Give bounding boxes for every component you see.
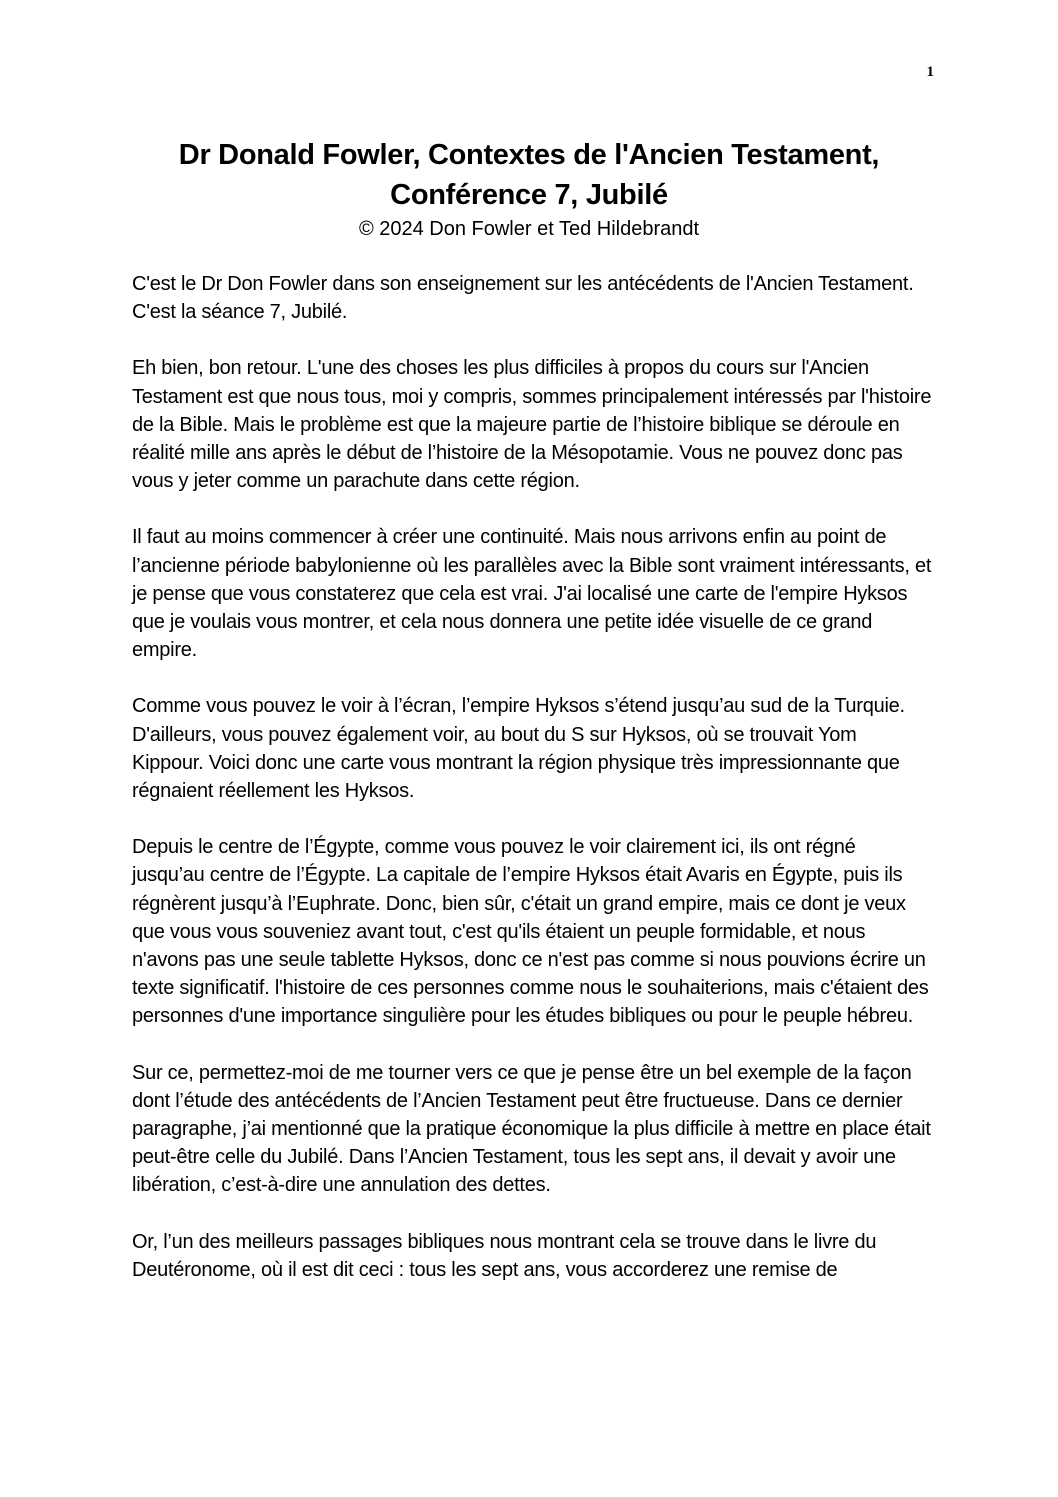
paragraph: Depuis le centre de l’Égypte, comme vous pouvez le voir clairement ici, ils ont régné jusqu’au centre de l’Égypte. La capitale de l’empire Hyksos était Avaris en Égypte, puis ils régnèrent jusqu’à l’Euphrate. Donc, bien sûr, c'était un grand empire, mais ce dont je veux que vous vous souveniez avant tout, c'est qu'ils étaient un peuple formidable, et nous n'avons pas une seule tablette Hyksos, donc ce n'est pas comme si nous pouvions écrire un texte significatif. l'histoire de ces personnes comme nous le souhaiterions, mais c'étaient des personnes d'une importance singulière pour les études bibliques ou pour le peuple hébreu. — [132, 836, 929, 1028]
paragraph: Eh bien, bon retour. L'une des choses les plus difficiles à propos du cours sur l'Ancien Testament est que nous tous, moi y compris, sommes principalement intéressés par l'histoire de la Bible. Mais le problème est que la majeure partie de l’histoire biblique se déroule en réalité mille ans après le début de l’histoire de la Mésopotamie. Vous ne pouvez donc pas vous y jeter comme un parachute dans cette région. — [132, 357, 932, 493]
title-line-2: Conférence 7, Jubilé — [390, 179, 668, 211]
document-header — [0, 135, 1058, 244]
page-number: 1 — [926, 64, 934, 80]
paragraph: C'est le Dr Don Fowler dans son enseignement sur les antécédents de l'Ancien Testament. C'est la séance 7, Jubilé. — [132, 273, 914, 324]
document-title — [0, 135, 1058, 215]
document-body — [132, 270, 932, 1312]
copyright-notice: © 2024 Don Fowler et Ted Hildebrandt — [358, 218, 700, 240]
paragraph: Sur ce, permettez-moi de me tourner vers ce que je pense être un bel exemple de la façon dont l’étude des antécédents de l’Ancien Testament peut être fructueuse. Dans ce dernier paragraphe, j’ai mentionné que la pratique économique la plus difficile à mettre en place était peut-être celle du Jubilé. Dans l’Ancien Testament, tous les sept ans, il devait y avoir une libération, c’est-à-dire une annulation des dettes. — [132, 1061, 931, 1197]
paragraph: Il faut au moins commencer à créer une continuité. Mais nous arrivons enfin au point de l’ancienne période babylonienne où les parallèles avec la Bible sont vraiment intéressants, et je pense que vous constaterez que cela est vrai. J'ai localisé une carte de l'empire Hyksos que je voulais vous montrer, et cela nous donnera une petite idée visuelle de ce grand empire. — [132, 526, 932, 662]
title-line-1: Dr Donald Fowler, Contextes de l'Ancien Testament, — [178, 139, 880, 171]
paragraph: Or, l’un des meilleurs passages bibliques nous montrant cela se trouve dans le livre du Deutéronome, où il est dit ceci : tous les sept ans, vous accorderez une remise de — [132, 1230, 877, 1281]
paragraph: Comme vous pouvez le voir à l’écran, l’empire Hyksos s’étend jusqu’au sud de la Turquie. D'ailleurs, vous pouvez également voir, au bout du S sur Hyksos, où se trouvait Yom Kippour. Voici donc une carte vous montrant la région physique très impressionnante que régnaient réellement les Hyksos. — [132, 695, 905, 803]
